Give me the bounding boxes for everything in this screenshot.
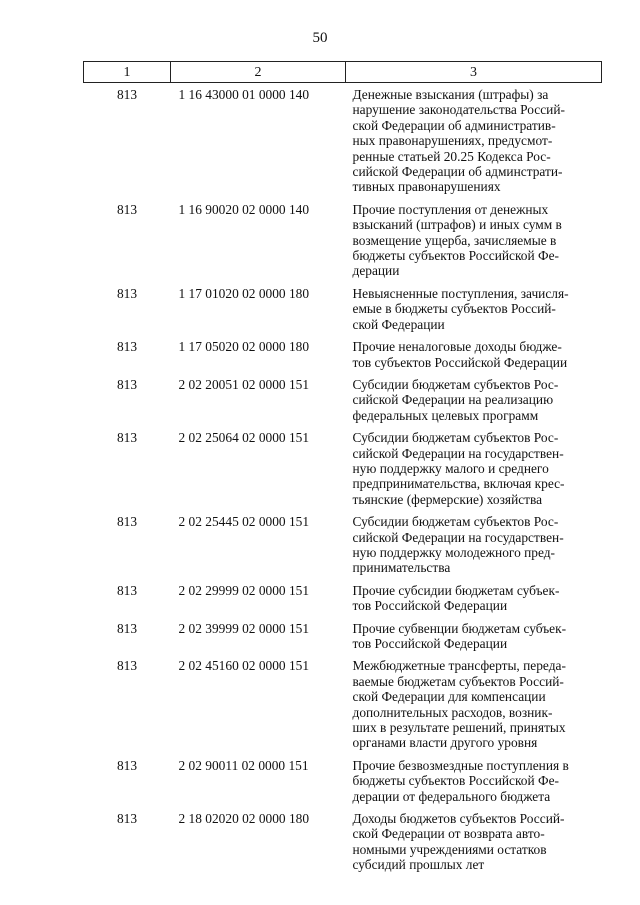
description-line: бюджеты субъектов Российской Фе- [352, 248, 559, 264]
revenue-code-cell: 2 02 25445 02 0000 151 [178, 514, 310, 530]
revenue-codes-table [83, 61, 602, 877]
admin-code-cell: 813 [116, 658, 138, 674]
description-line: бюджеты субъектов Российской Фе- [352, 773, 559, 789]
table-row [84, 511, 602, 580]
table-row [84, 336, 602, 374]
description-line: ную поддержку молодежного пред- [352, 544, 556, 560]
description-line: ваемые бюджетам субъектов Россий- [352, 673, 564, 689]
revenue-codes-table-container [83, 61, 601, 877]
table-row [84, 199, 602, 283]
table-header-row [84, 62, 602, 83]
table-row [84, 618, 602, 656]
description-line: Прочие субсидии бюджетам субъек- [352, 582, 560, 598]
admin-code-cell: 813 [116, 582, 138, 598]
revenue-code-cell: 1 16 90020 02 0000 140 [178, 201, 310, 217]
description-line: номными учреждениями остатков [352, 841, 547, 857]
description-line: сийской Федерации об админстрати- [352, 164, 563, 180]
admin-code-cell: 813 [116, 620, 138, 636]
description-line: Субсидии бюджетам субъектов Рос- [352, 430, 559, 446]
revenue-code-cell: 2 02 20051 02 0000 151 [178, 376, 310, 392]
revenue-code-cell: 2 18 02020 02 0000 180 [178, 811, 310, 827]
table-row [84, 427, 602, 511]
description-cell [346, 755, 602, 808]
admin-code-cell: 813 [116, 514, 138, 530]
description-line: Прочие неналоговые доходы бюдже- [352, 339, 562, 355]
description-line: сийской Федерации на государствен- [352, 529, 564, 545]
admin-code-cell: 813 [116, 757, 138, 773]
description-line: тьянские (фермерские) хозяйства [352, 491, 543, 507]
table-row [84, 283, 602, 336]
description-line: взысканий (штрафов) и иных сумм в [352, 217, 562, 233]
description-line: нарушение законодательства Россий- [352, 102, 565, 118]
column-header-3: 3 [346, 62, 602, 83]
description-line: тов Российской Федерации [352, 636, 508, 651]
description-line: ской Федерации об административ- [352, 117, 556, 133]
description-line: субсидий прошлых лет [352, 857, 485, 873]
description-line: Доходы бюджетов субъектов Россий- [352, 811, 565, 827]
revenue-code-cell: 2 02 45160 02 0000 151 [178, 658, 310, 674]
description-line: Денежные взыскания (штрафы) за [352, 87, 549, 102]
description-line: сийской Федерации на государствен- [352, 445, 564, 461]
description-cell [346, 199, 602, 283]
description-cell [346, 283, 602, 336]
description-line: дополнительных расходов, возник- [352, 704, 553, 720]
admin-code-cell: 813 [116, 285, 138, 301]
revenue-code-cell: 1 17 05020 02 0000 180 [178, 339, 310, 355]
description-cell [346, 374, 602, 427]
table-row [84, 83, 602, 199]
description-cell [346, 618, 602, 656]
description-line: ших в результате решений, принятых [352, 720, 566, 736]
description-line: дерации [352, 263, 400, 279]
admin-code-cell: 813 [116, 430, 138, 446]
revenue-code-cell: 1 16 43000 01 0000 140 [178, 87, 310, 102]
revenue-code-cell: 2 02 25064 02 0000 151 [178, 430, 310, 446]
description-line: федеральных целевых программ [352, 407, 539, 423]
description-line: Субсидии бюджетам субъектов Рос- [352, 514, 559, 530]
description-line: Межбюджетные трансферты, переда- [352, 658, 566, 674]
admin-code-cell: 813 [116, 201, 138, 217]
description-cell [346, 336, 602, 374]
description-cell [346, 511, 602, 580]
description-line: Невыясненные поступления, зачисля- [352, 285, 569, 301]
description-cell [346, 655, 602, 754]
description-line: ную поддержку малого и среднего [352, 460, 549, 476]
revenue-code-cell: 2 02 90011 02 0000 151 [178, 757, 309, 773]
description-line: ской Федерации от возврата авто- [352, 826, 545, 842]
description-line: ных правонарушениях, предусмот- [352, 133, 553, 149]
table-row [84, 655, 602, 754]
admin-code-cell: 813 [116, 87, 138, 102]
page-number: 50 [312, 30, 328, 46]
description-line: ренные статьей 20.25 Кодекса Рос- [352, 148, 551, 164]
description-line: принимательства [352, 560, 451, 576]
table-row [84, 580, 602, 618]
description-line: тов Российской Федерации [352, 598, 508, 614]
description-line: предпринимательства, включая крес- [352, 476, 565, 492]
description-line: сийской Федерации на реализацию [352, 392, 554, 408]
description-cell [346, 427, 602, 511]
admin-code-cell: 813 [116, 339, 138, 355]
description-line: дерации от федерального бюджета [352, 788, 551, 804]
admin-code-cell: 813 [116, 376, 138, 392]
description-line: Прочие поступления от денежных [352, 201, 549, 217]
table-row [84, 808, 602, 877]
revenue-code-cell: 2 02 39999 02 0000 151 [178, 620, 310, 636]
description-line: возмещение ущерба, зачисляемые в [352, 232, 557, 248]
description-line: Прочие субвенции бюджетам субъек- [352, 620, 567, 636]
description-line: емые в бюджеты субъектов Россий- [352, 301, 556, 317]
description-line: Субсидии бюджетам субъектов Рос- [352, 376, 559, 392]
table-row [84, 755, 602, 808]
description-line: Прочие безвозмездные поступления в [352, 757, 569, 773]
description-cell [346, 83, 602, 199]
column-header-2: 2 [171, 62, 346, 83]
revenue-code-cell: 1 17 01020 02 0000 180 [178, 285, 310, 301]
description-line: органами власти другого уровня [352, 735, 538, 751]
description-cell [346, 808, 602, 877]
description-line: тов субъектов Российской Федерации [352, 354, 568, 370]
table-body [84, 83, 602, 877]
column-header-1: 1 [84, 62, 171, 83]
description-line: тивных правонарушениях [352, 179, 501, 195]
revenue-code-cell: 2 02 29999 02 0000 151 [178, 582, 310, 598]
description-line: ской Федерации [352, 316, 445, 332]
description-line: ской Федерации для компенсации [352, 689, 546, 705]
table-row [84, 374, 602, 427]
admin-code-cell: 813 [116, 811, 138, 827]
description-cell [346, 580, 602, 618]
